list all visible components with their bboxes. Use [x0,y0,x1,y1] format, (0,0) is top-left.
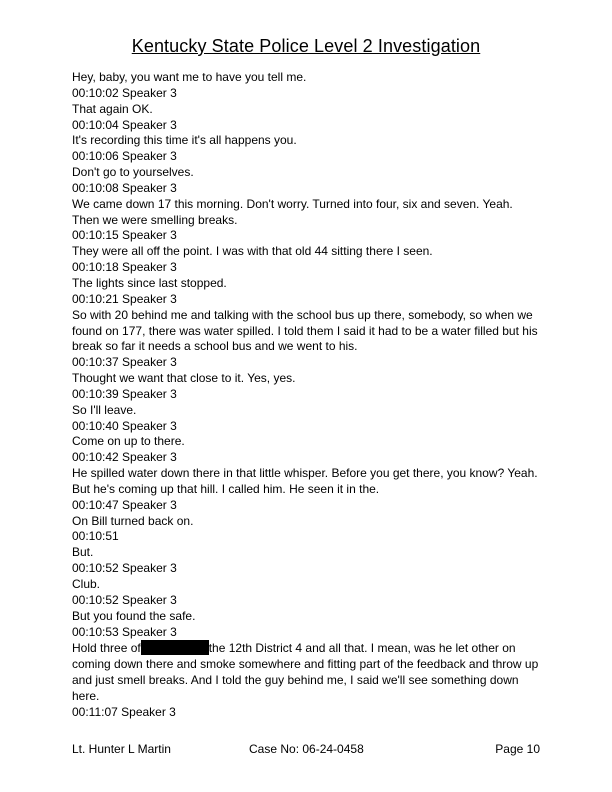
transcript-line: Thought we want that close to it. Yes, yes. [72,371,296,386]
transcript-line: found on 177, there was water spilled. I told them I said it had to be a water filled but his [72,323,538,338]
transcript-lines [72,70,546,640]
transcript-body [72,70,546,721]
transcript-timestamp: 00:10:04 Speaker 3 [72,117,177,132]
transcript-line: Come on up to there. [72,434,185,449]
transcript-timestamp: 00:10:47 Speaker 3 [72,497,177,512]
transcript-timestamp: 00:10:15 Speaker 3 [72,228,177,243]
transcript-line: Then we were smelling breaks. [72,212,238,227]
redacted-para-after: the 12th District 4 and all that. I mean, was he let other on coming down there and smoke somewhere and fitting part of the feedback and throw up and just smell breaks. And I told the guy behind me, I said we'll see something down here. [72,641,539,703]
transcript-line: So I'll leave. [72,402,137,417]
redaction-block [141,640,209,655]
transcript-timestamp: 00:11:07 Speaker 3 [72,704,176,719]
transcript-timestamp: 00:10:53 Speaker 3 [72,624,177,639]
transcript-line: break so far it needs a school bus and we went to his. [72,339,358,354]
transcript-redacted-paragraph [72,640,546,704]
transcript-line: So with 20 behind me and talking with the school bus up there, somebody, so when we [72,307,533,322]
transcript-line: He spilled water down there in that little whisper. Before you get there, you know? Yeah. [72,466,538,481]
transcript-timestamp: 00:10:52 Speaker 3 [72,592,177,607]
transcript-line: They were all off the point. I was with that old 44 sitting there I seen. [72,244,433,259]
transcript-line: We came down 17 this morning. Don't worry. Turned into four, six and seven. Yeah. [72,196,513,211]
transcript-timestamp: 00:10:08 Speaker 3 [72,180,177,195]
transcript-timestamp: 00:10:18 Speaker 3 [72,260,177,275]
footer-officer: Lt. Hunter L Martin [72,742,171,756]
footer-page-number: Page 10 [495,742,540,756]
transcript-line: On Bill turned back on. [72,513,194,528]
transcript-timestamp: 00:10:40 Speaker 3 [72,418,177,433]
transcript-line: But he's coming up that hill. I called him. He seen it in the. [72,481,380,496]
transcript-line: Don't go to yourselves. [72,165,194,180]
footer-case-number: Case No: 06-24-0458 [249,742,364,756]
transcript-line: It's recording this time it's all happens you. [72,133,297,148]
redacted-para-before: Hold three of [72,641,141,656]
transcript-timestamp: 00:10:39 Speaker 3 [72,386,177,401]
transcript-line: But you found the safe. [72,608,196,623]
transcript-timestamp: 00:10:52 Speaker 3 [72,561,177,576]
transcript-timestamp: 00:10:42 Speaker 3 [72,450,177,465]
transcript-line: The lights since last stopped. [72,275,227,290]
transcript-line: Club. [72,577,101,591]
transcript-line: But. [72,545,94,560]
transcript-timestamp: 00:10:02 Speaker 3 [72,85,177,100]
transcript-timestamp: 00:10:37 Speaker 3 [72,355,177,370]
transcript-line: Hey, baby, you want me to have you tell me. [72,70,307,84]
transcript-timestamp: 00:10:06 Speaker 3 [72,149,177,164]
transcript-timestamp: 00:10:21 Speaker 3 [72,291,177,306]
page-title: Kentucky State Police Level 2 Investigation [131,36,481,56]
transcript-line: That again OK. [72,101,153,116]
transcript-timestamp: 00:10:51 [72,529,119,544]
